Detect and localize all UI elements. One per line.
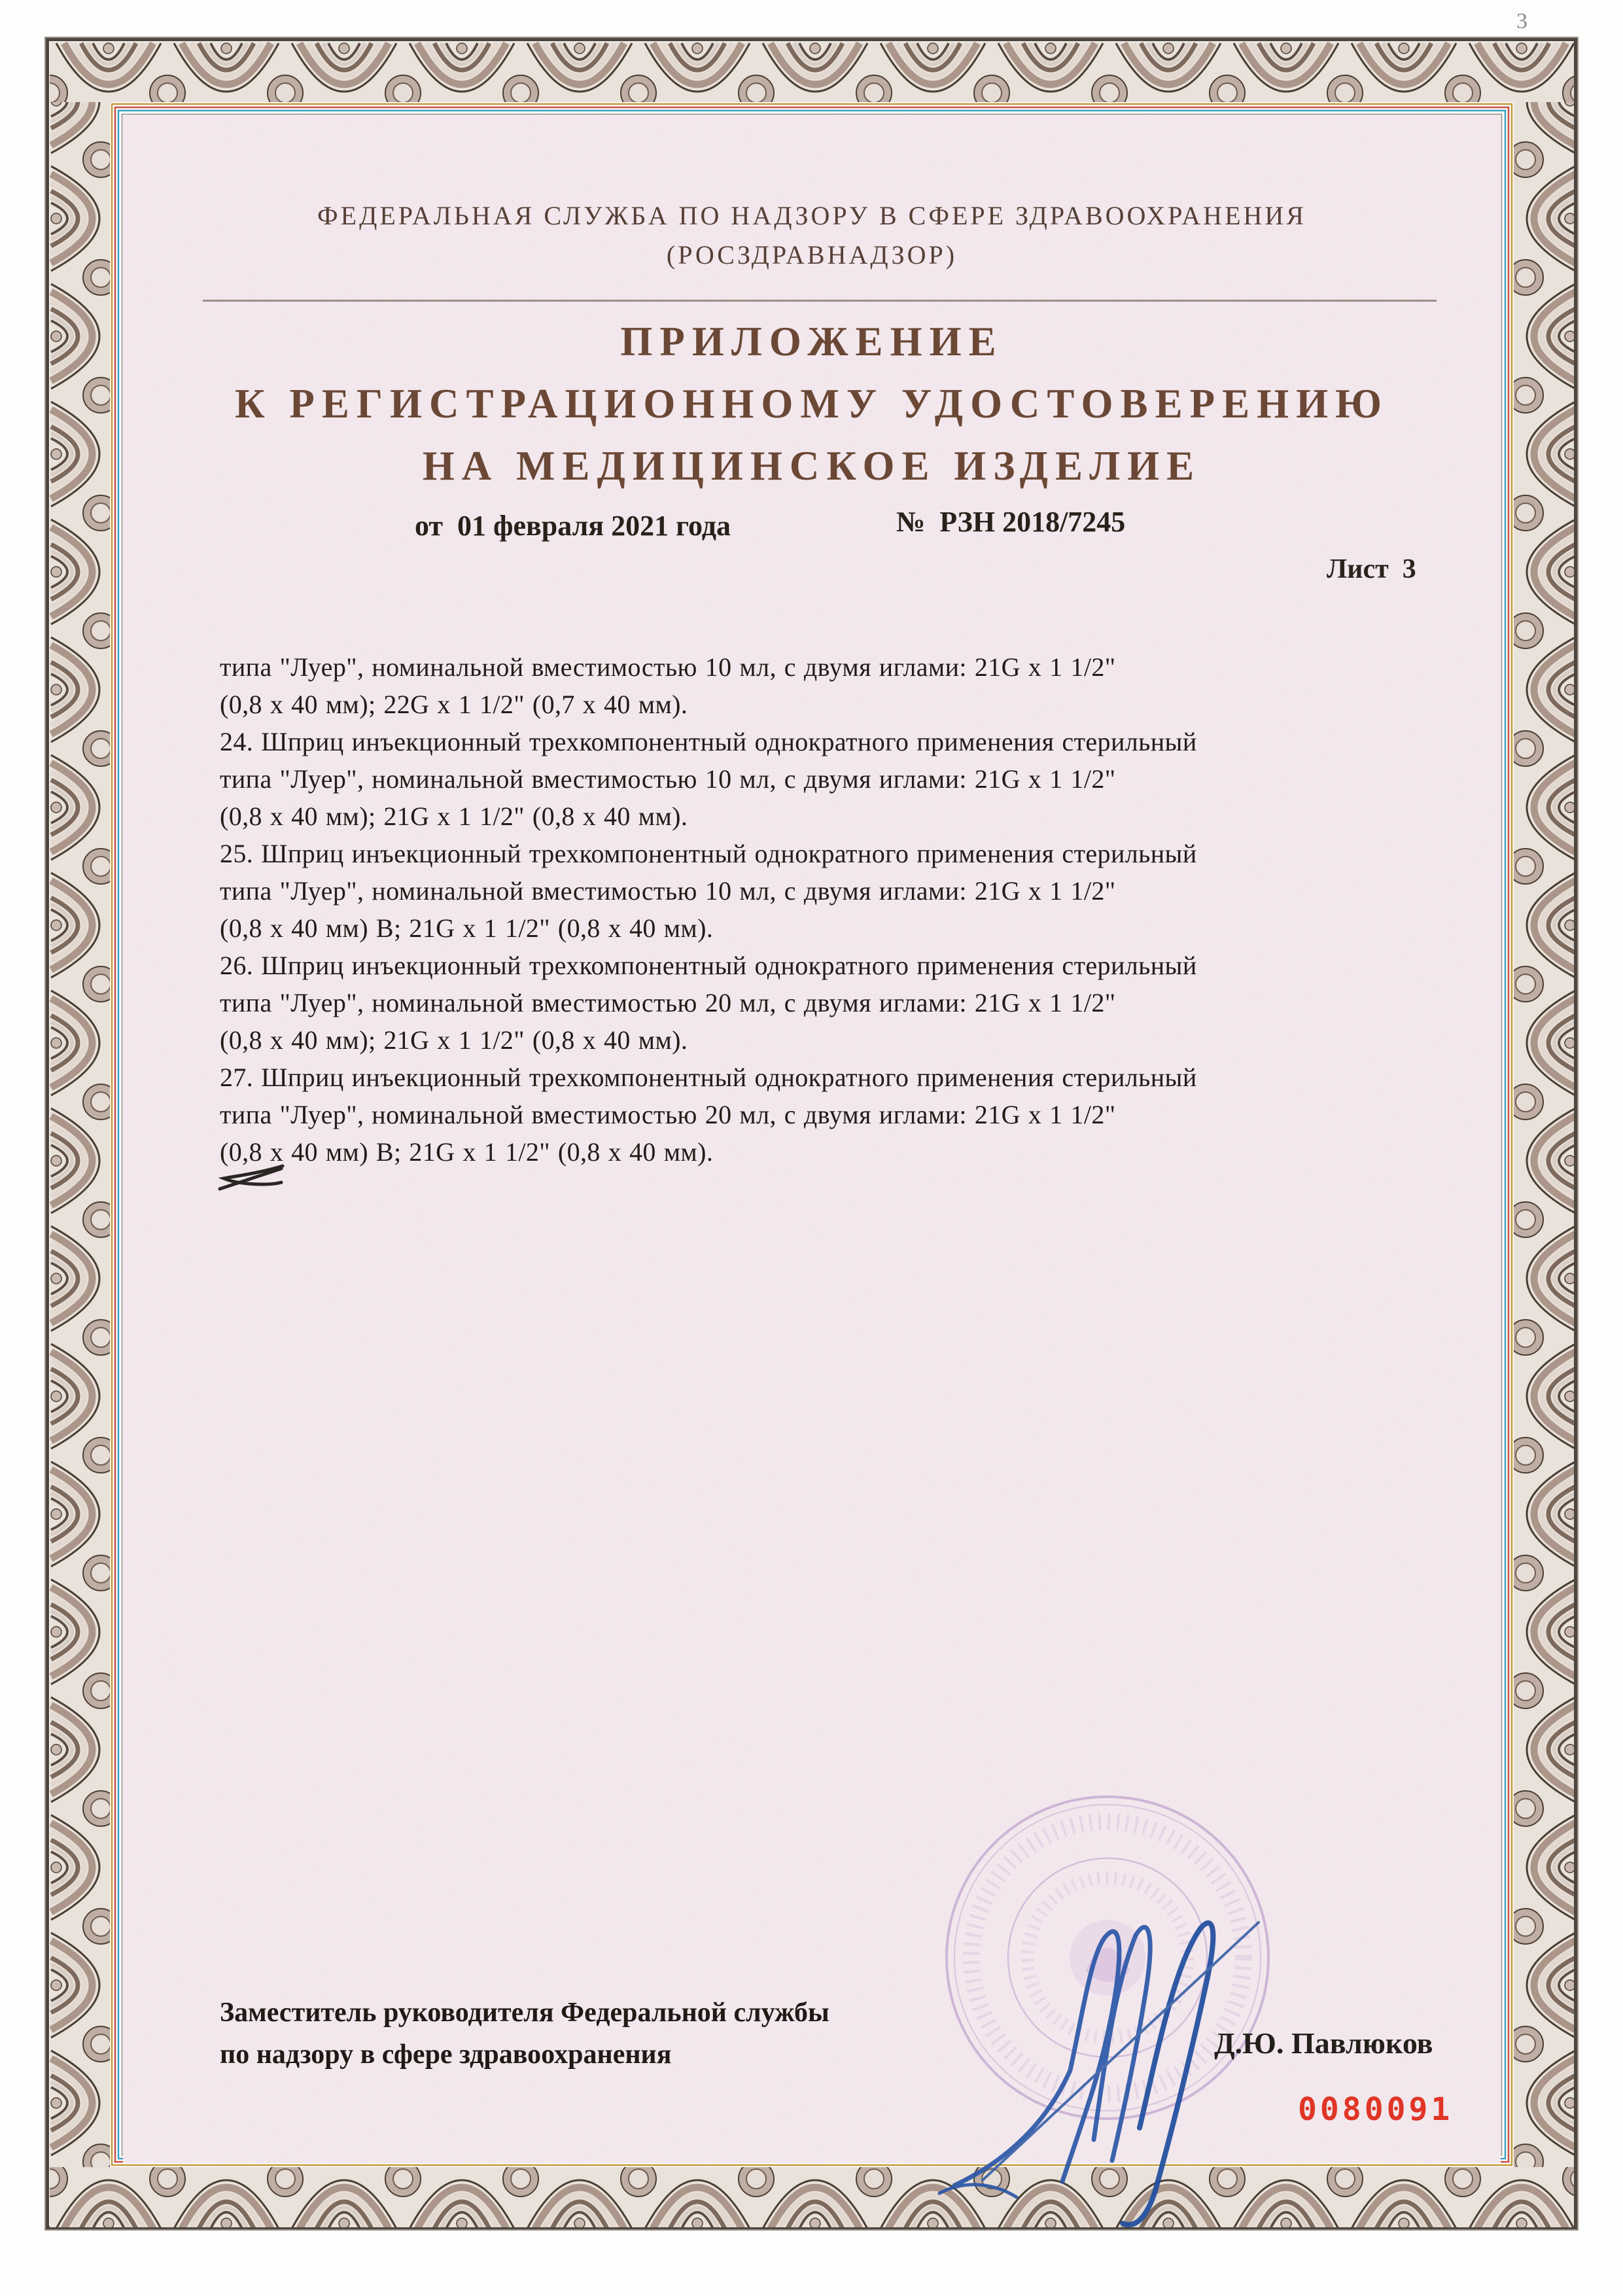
serial-number: 0080091 (1298, 2091, 1454, 2128)
body-line: типа "Луер", номинальной вместимостью 20 мл, с двумя иглами: 21G x 1 1/2" (220, 1100, 1116, 1129)
document-title-line2: К РЕГИСТРАЦИОННОМУ УДОСТОВЕРЕНИЮ (234, 381, 1389, 427)
signer-name: Д.Ю. Павлюков (1214, 2026, 1433, 2060)
sheet-label: Лист 3 (1327, 554, 1416, 584)
document-title-line3: НА МЕДИЦИНСКОЕ ИЗДЕЛИЕ (422, 443, 1202, 489)
body-line: (0,8 x 40 мм); 21G x 1 1/2" (0,8 x 40 мм). (220, 802, 688, 831)
issue-date: от 01 февраля 2021 года (415, 510, 731, 542)
body-line: типа "Луер", номинальной вместимостью 10 мл, с двумя иглами: 21G x 1 1/2" (220, 876, 1116, 906)
body-line: (0,8 x 40 мм) B; 21G x 1 1/2" (0,8 x 40 мм). (220, 1137, 714, 1167)
body-line: (0,8 x 40 мм); 21G x 1 1/2" (0,8 x 40 мм). (220, 1025, 688, 1055)
body-line: типа "Луер", номинальной вместимостью 10 мл, с двумя иглами: 21G x 1 1/2" (220, 764, 1116, 794)
body-line: 25. Шприц инъекционный трехкомпонентный однократного применения стерильный (220, 839, 1197, 868)
registration-number: № РЗН 2018/7245 (896, 506, 1126, 538)
body-line: (0,8 x 40 мм); 22G x 1 1/2" (0,7 x 40 мм). (220, 690, 688, 719)
body-line: (0,8 x 40 мм) B; 21G x 1 1/2" (0,8 x 40 мм). (220, 913, 714, 943)
body-line: типа "Луер", номинальной вместимостью 10 мл, с двумя иглами: 21G x 1 1/2" (220, 652, 1116, 682)
body-line: 27. Шприц инъекционный трехкомпонентный однократного применения стерильный (220, 1063, 1197, 1092)
body-line: типа "Луер", номинальной вместимостью 20 мл, с двумя иглами: 21G x 1 1/2" (220, 988, 1116, 1017)
document-title-line1: ПРИЛОЖЕНИЕ (620, 319, 1003, 364)
signer-title-line2: по надзору в сфере здравоохранения (220, 2040, 672, 2070)
margin-page-number: 3 (1516, 9, 1527, 33)
issuing-authority-line2: (РОСЗДРАВНАДЗОР) (666, 240, 958, 270)
issuing-authority-line1: ФЕДЕРАЛЬНАЯ СЛУЖБА ПО НАДЗОРУ В СФЕРЕ ЗДРАВООХРАНЕНИЯ (317, 201, 1306, 230)
body-line: 26. Шприц инъекционный трехкомпонентный однократного применения стерильный (220, 951, 1197, 980)
body-line: 24. Шприц инъекционный трехкомпонентный однократного применения стерильный (220, 727, 1197, 756)
signer-title-line1: Заместитель руководителя Федеральной службы (220, 1998, 829, 2028)
